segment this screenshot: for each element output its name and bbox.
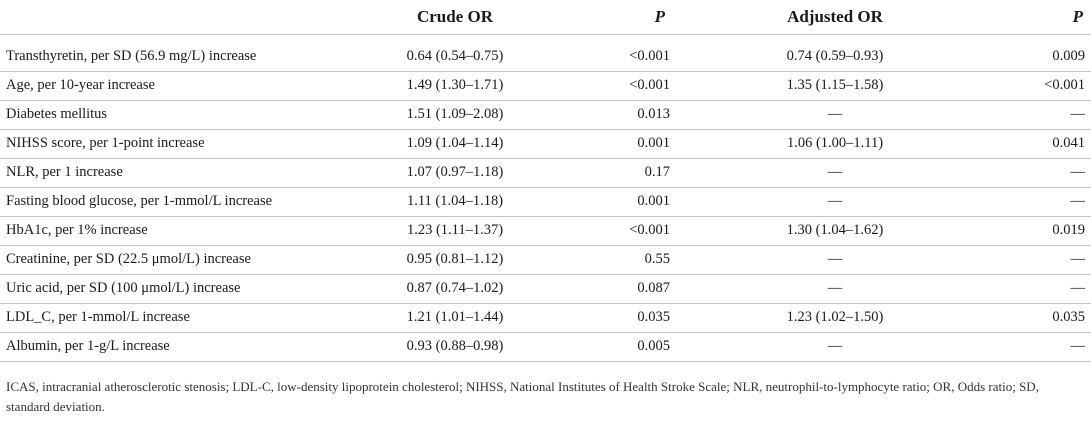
cell-adjusted-or: 1.06 (1.00–1.11) <box>786 135 884 151</box>
cell-p-crude: 0.035 <box>637 309 670 325</box>
table-row <box>0 245 1091 274</box>
table-row <box>0 303 1091 332</box>
cell-p-crude: 0.087 <box>637 280 670 296</box>
cell-variable: NLR, per 1 increase <box>6 164 123 180</box>
cell-crude-or: 1.51 (1.09–2.08) <box>406 106 504 122</box>
cell-p-adjusted: 0.009 <box>1052 47 1085 64</box>
table-row <box>0 187 1091 216</box>
cell-p-adjusted: 0.019 <box>1052 222 1085 238</box>
cell-variable: Creatinine, per SD (22.5 μmol/L) increase <box>6 251 251 267</box>
table-row <box>0 42 1091 71</box>
cell-p-crude: 0.005 <box>637 338 670 354</box>
cell-adjusted-or: — <box>827 251 843 267</box>
cell-variable: Transthyretin, per SD (56.9 mg/L) increase <box>6 47 257 64</box>
cell-variable: Fasting blood glucose, per 1-mmol/L increase <box>6 193 273 209</box>
cell-p-adjusted: — <box>1070 251 1085 267</box>
cell-p-adjusted: — <box>1070 280 1085 296</box>
table-header <box>0 0 1091 34</box>
cell-adjusted-or: 0.74 (0.59–0.93) <box>786 47 884 64</box>
cell-p-crude: 0.001 <box>637 135 670 151</box>
cell-crude-or: 0.93 (0.88–0.98) <box>406 338 504 354</box>
cell-crude-or: 0.95 (0.81–1.12) <box>406 251 504 267</box>
cell-variable: NIHSS score, per 1-point increase <box>6 135 205 151</box>
cell-variable: Uric acid, per SD (100 μmol/L) increase <box>6 280 241 296</box>
cell-adjusted-or: — <box>827 193 843 209</box>
cell-crude-or: 0.64 (0.54–0.75) <box>406 47 504 64</box>
cell-crude-or: 0.87 (0.74–1.02) <box>406 280 504 296</box>
header-p-adjusted: P <box>960 0 1091 34</box>
cell-crude-or: 1.49 (1.30–1.71) <box>406 77 504 93</box>
cell-p-crude: <0.001 <box>629 77 670 93</box>
cell-crude-or: 1.23 (1.11–1.37) <box>406 222 504 238</box>
cell-variable: LDL_C, per 1-mmol/L increase <box>6 309 190 325</box>
cell-p-adjusted: <0.001 <box>1044 77 1085 93</box>
cell-adjusted-or: 1.30 (1.04–1.62) <box>786 222 884 238</box>
cell-adjusted-or: — <box>827 280 843 296</box>
cell-p-adjusted: 0.035 <box>1052 309 1085 325</box>
cell-crude-or: 1.09 (1.04–1.14) <box>406 135 504 151</box>
cell-p-adjusted: — <box>1070 193 1085 209</box>
table-footnote: ICAS, intracranial atherosclerotic stenosis; LDL-C, low-density lipoprotein cholesterol; NIHSS, National Institutes of Health Stroke Scale; NLR, neutrophil-to-lymphocyte ratio; OR, Odds ratio; SD, standard deviation. <box>6 379 1039 414</box>
table-row <box>0 274 1091 303</box>
cell-p-adjusted: — <box>1070 106 1085 122</box>
cell-adjusted-or: 1.35 (1.15–1.58) <box>786 77 884 93</box>
header-adjusted-or: Adjusted OR <box>710 0 960 34</box>
cell-p-crude: 0.17 <box>644 164 670 180</box>
table-row <box>0 332 1091 361</box>
cell-p-crude: <0.001 <box>629 222 670 238</box>
cell-crude-or: 1.07 (0.97–1.18) <box>406 164 504 180</box>
header-spacer <box>0 34 1091 42</box>
cell-adjusted-or: — <box>827 106 843 122</box>
cell-crude-or: 1.21 (1.01–1.44) <box>406 309 504 325</box>
cell-p-crude: <0.001 <box>629 47 670 64</box>
cell-variable: Diabetes mellitus <box>6 106 108 122</box>
cell-p-crude: 0.001 <box>637 193 670 209</box>
cell-p-crude: 0.013 <box>637 106 670 122</box>
cell-variable: HbA1c, per 1% increase <box>6 222 148 238</box>
cell-p-adjusted: 0.041 <box>1052 135 1085 151</box>
table-row <box>0 100 1091 129</box>
header-crude-or: Crude OR <box>340 0 570 34</box>
header-variable <box>0 0 340 34</box>
cell-p-adjusted: — <box>1070 164 1085 180</box>
table-row <box>0 158 1091 187</box>
table-row <box>0 129 1091 158</box>
cell-variable: Albumin, per 1-g/L increase <box>6 338 170 354</box>
cell-p-adjusted: — <box>1070 338 1085 354</box>
cell-crude-or: 1.11 (1.04–1.18) <box>406 193 504 209</box>
table-row <box>0 71 1091 100</box>
cell-adjusted-or: — <box>827 338 843 354</box>
table-row <box>0 216 1091 245</box>
cell-adjusted-or: — <box>827 164 843 180</box>
cell-p-crude: 0.55 <box>644 251 670 267</box>
header-p-crude: P <box>570 0 710 34</box>
table-body <box>0 34 1091 361</box>
cell-adjusted-or: 1.23 (1.02–1.50) <box>786 309 884 325</box>
cell-variable: Age, per 10-year increase <box>6 77 155 93</box>
header-row <box>0 0 1091 34</box>
